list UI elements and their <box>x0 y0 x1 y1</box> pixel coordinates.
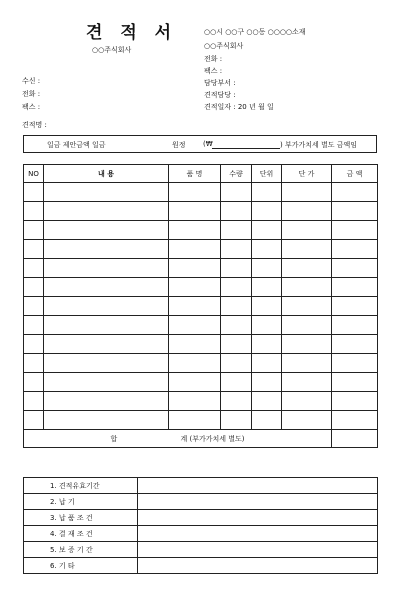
table-cell <box>282 297 332 316</box>
table-cell <box>332 354 378 373</box>
amount-label: 일금 제안금액 일금 <box>47 141 106 149</box>
table-cell <box>282 316 332 335</box>
total-sub: 계 (부가가치세 별도) <box>180 434 245 443</box>
table-cell <box>282 373 332 392</box>
conditions-table <box>23 477 378 574</box>
table-cell <box>24 411 44 430</box>
total-row <box>24 430 378 448</box>
table-cell <box>221 411 252 430</box>
table-cell <box>24 316 44 335</box>
condition-label: 5. 보 증 기 간 <box>24 542 138 558</box>
table-cell <box>44 297 169 316</box>
condition-value <box>138 510 378 526</box>
table-cell <box>169 202 221 221</box>
company-name: ○○주식회사 <box>204 42 244 50</box>
table-row <box>24 259 378 278</box>
table-cell <box>169 240 221 259</box>
table-cell <box>44 278 169 297</box>
table-cell <box>44 259 169 278</box>
table-cell <box>252 373 282 392</box>
table-cell <box>252 240 282 259</box>
amount-blank-line <box>212 140 280 149</box>
table-cell <box>221 335 252 354</box>
condition-value <box>138 526 378 542</box>
table-cell <box>24 278 44 297</box>
table-row <box>24 373 378 392</box>
table-cell <box>24 297 44 316</box>
recipient-fax-field: 팩스 : <box>22 103 41 111</box>
table-cell <box>44 183 169 202</box>
table-cell <box>44 411 169 430</box>
col-unit-price: 단 가 <box>282 165 332 183</box>
table-row <box>24 278 378 297</box>
quote-date-field: 견적일자 : 20 년 월 일 <box>204 103 274 111</box>
quote-manager-field: 견적담당 : <box>204 91 236 99</box>
table-cell <box>221 316 252 335</box>
table-cell <box>282 202 332 221</box>
condition-row <box>24 558 378 574</box>
project-name-field: 견적명 : <box>22 121 47 129</box>
table-cell <box>252 354 282 373</box>
table-cell <box>44 221 169 240</box>
table-cell <box>24 259 44 278</box>
table-cell <box>221 183 252 202</box>
table-cell <box>24 373 44 392</box>
table-cell <box>332 183 378 202</box>
condition-label: 6. 기 타 <box>24 558 138 574</box>
col-content: 내 용 <box>44 165 169 183</box>
condition-row <box>24 478 378 494</box>
table-cell <box>282 335 332 354</box>
table-cell <box>24 354 44 373</box>
table-cell <box>44 354 169 373</box>
table-cell <box>221 259 252 278</box>
table-cell <box>332 411 378 430</box>
table-cell <box>282 392 332 411</box>
table-cell <box>252 183 282 202</box>
total-label: 합 <box>110 434 118 443</box>
col-amount: 금 액 <box>332 165 378 183</box>
table-row <box>24 392 378 411</box>
recipient-phone-field: 전화 : <box>22 90 41 98</box>
amount-paren-open: (₩ <box>203 140 213 148</box>
condition-row <box>24 526 378 542</box>
table-cell <box>44 373 169 392</box>
table-cell <box>169 411 221 430</box>
table-cell <box>44 240 169 259</box>
col-no: NO <box>24 165 44 183</box>
table-cell <box>24 183 44 202</box>
table-cell <box>169 392 221 411</box>
company-name-left: ○○주식회사 <box>92 46 132 54</box>
condition-value <box>138 494 378 510</box>
table-cell <box>252 392 282 411</box>
table-cell <box>282 183 332 202</box>
table-cell <box>221 297 252 316</box>
condition-row <box>24 510 378 526</box>
table-cell <box>169 259 221 278</box>
table-cell <box>332 335 378 354</box>
condition-value <box>138 558 378 574</box>
table-cell <box>332 278 378 297</box>
table-cell <box>282 240 332 259</box>
document-title: 견 적 서 <box>86 23 178 43</box>
table-cell <box>169 297 221 316</box>
table-cell <box>44 335 169 354</box>
department-field: 담당부서 : <box>204 79 236 87</box>
total-label-cell <box>24 430 332 448</box>
condition-value <box>138 542 378 558</box>
table-cell <box>332 221 378 240</box>
table-cell <box>24 392 44 411</box>
table-cell <box>24 240 44 259</box>
table-cell <box>332 240 378 259</box>
table-cell <box>221 202 252 221</box>
total-amount-cell <box>332 430 378 448</box>
table-row <box>24 411 378 430</box>
table-cell <box>252 335 282 354</box>
table-cell <box>252 278 282 297</box>
table-cell <box>24 202 44 221</box>
company-phone: 전화 : <box>204 55 223 63</box>
table-cell <box>282 411 332 430</box>
recipient-field: 수신 : <box>22 77 41 85</box>
table-cell <box>332 202 378 221</box>
table-cell <box>24 221 44 240</box>
table-cell <box>44 316 169 335</box>
condition-label: 3. 납 품 조 건 <box>24 510 138 526</box>
table-cell <box>221 354 252 373</box>
table-row <box>24 316 378 335</box>
table-cell <box>252 316 282 335</box>
condition-row <box>24 494 378 510</box>
table-row <box>24 297 378 316</box>
item-table <box>23 164 378 448</box>
table-cell <box>332 259 378 278</box>
table-row <box>24 335 378 354</box>
amount-box <box>23 135 377 153</box>
table-cell <box>169 354 221 373</box>
table-cell <box>332 316 378 335</box>
table-cell <box>332 373 378 392</box>
table-row <box>24 221 378 240</box>
table-cell <box>24 335 44 354</box>
amount-won: 원정 <box>172 141 186 149</box>
amount-note: ) 부가가치세 별도 금액임 <box>280 141 358 149</box>
table-cell <box>44 392 169 411</box>
table-cell <box>282 354 332 373</box>
table-cell <box>252 259 282 278</box>
table-cell <box>252 221 282 240</box>
condition-label: 1. 견적유효기간 <box>24 478 138 494</box>
table-cell <box>169 316 221 335</box>
table-row <box>24 240 378 259</box>
company-fax: 팩스 : <box>204 67 223 75</box>
table-cell <box>282 221 332 240</box>
table-cell <box>332 392 378 411</box>
table-cell <box>252 297 282 316</box>
table-cell <box>252 202 282 221</box>
table-row <box>24 202 378 221</box>
table-cell <box>282 278 332 297</box>
table-cell <box>44 202 169 221</box>
table-cell <box>282 259 332 278</box>
table-cell <box>169 183 221 202</box>
table-row <box>24 183 378 202</box>
table-header-row <box>24 165 378 183</box>
table-cell <box>169 373 221 392</box>
condition-label: 4. 결 재 조 건 <box>24 526 138 542</box>
col-quantity: 수량 <box>221 165 252 183</box>
condition-value <box>138 478 378 494</box>
table-cell <box>332 297 378 316</box>
table-cell <box>252 411 282 430</box>
table-cell <box>169 278 221 297</box>
table-cell <box>221 221 252 240</box>
col-unit: 단위 <box>252 165 282 183</box>
table-cell <box>221 278 252 297</box>
condition-label: 2. 납 기 <box>24 494 138 510</box>
table-cell <box>169 221 221 240</box>
condition-row <box>24 542 378 558</box>
table-cell <box>221 240 252 259</box>
table-cell <box>169 335 221 354</box>
col-item-name: 품 명 <box>169 165 221 183</box>
table-cell <box>221 392 252 411</box>
table-row <box>24 354 378 373</box>
company-address: ○○시 ○○구 ○○동 ○○○○소재 <box>204 28 306 36</box>
table-cell <box>221 373 252 392</box>
